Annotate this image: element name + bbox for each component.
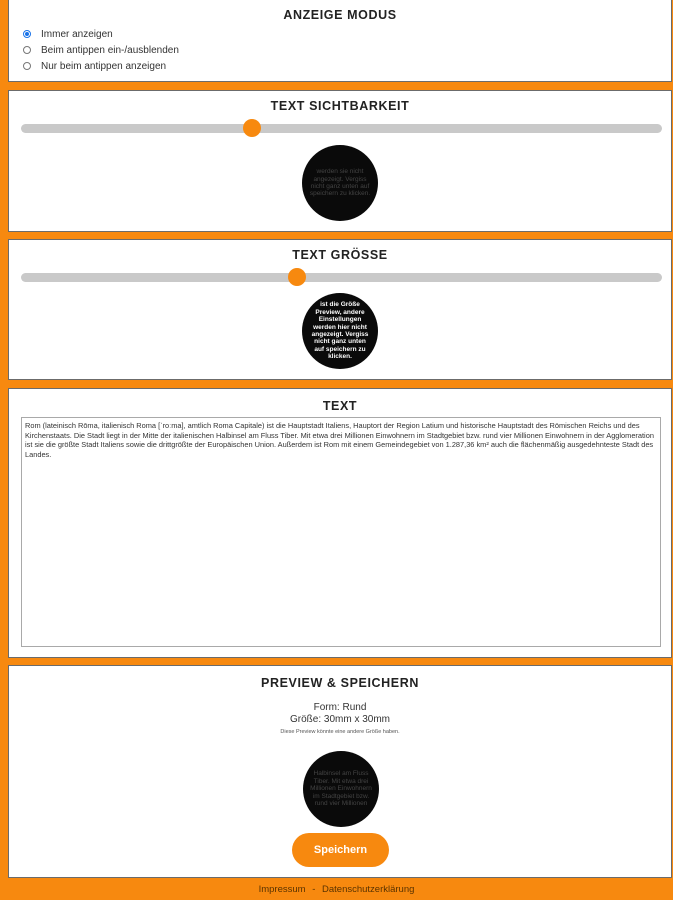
text-title: TEXT bbox=[322, 399, 358, 413]
impressum-link[interactable]: Impressum bbox=[258, 884, 306, 895]
preview-panel bbox=[8, 665, 672, 878]
radio-label-nur-antippen: Nur beim antippen anzeigen bbox=[41, 60, 167, 72]
sichtbarkeit-preview-text: werden sie nicht angezeigt. Vergiss nicht ganz unten auf speichern zu klicken. bbox=[309, 168, 371, 198]
footer-separator: - bbox=[312, 884, 316, 895]
groesse-slider-thumb[interactable] bbox=[288, 268, 306, 286]
radio-antippen-toggle[interactable] bbox=[23, 46, 31, 54]
text-groesse-panel bbox=[8, 239, 672, 380]
radio-nur-antippen[interactable] bbox=[23, 62, 31, 70]
footer bbox=[0, 884, 673, 895]
radio-option-antippen-toggle[interactable] bbox=[23, 42, 179, 58]
radio-label-immer: Immer anzeigen bbox=[41, 28, 113, 40]
radio-immer[interactable] bbox=[23, 30, 31, 38]
modus-radio-group bbox=[23, 26, 179, 74]
text-input[interactable]: Rom (lateinisch Rōma, italienisch Roma [ˈroːma], amtlich Roma Capitale) ist die Hauptstadt Italiens, Hauptort der Region Latium und historische Hauptstadt des Römischen Reichs und des Kirchenstaats. Die Stadt liegt in der Mitte der italienischen Halbinsel am Fluss Tiber. Mit etwa drei Millionen Einwohnern im Stadtgebiet bzw. rund vier Millionen Einwohnern in der Agglomeration ist sie die größte Stadt Italiens sowie die drittgrößte der Europäischen Union. Außerdem ist Rom mit einem Gemeindegebiet von 1.287,36 km² auch die flächenmäßig ausgedehnteste Stadt des Landes. bbox=[21, 417, 661, 647]
save-button[interactable]: Speichern bbox=[292, 833, 389, 867]
radio-option-immer[interactable] bbox=[23, 26, 179, 42]
anzeige-modus-title: ANZEIGE MODUS bbox=[283, 8, 397, 22]
radio-label-antippen-toggle: Beim antippen ein-/ausblenden bbox=[41, 44, 179, 56]
preview-size: Größe: 30mm x 30mm bbox=[289, 714, 391, 725]
sichtbarkeit-slider-thumb[interactable] bbox=[243, 119, 261, 137]
final-preview-circle bbox=[303, 751, 379, 827]
sichtbarkeit-preview-circle bbox=[302, 145, 378, 221]
preview-title: PREVIEW & SPEICHERN bbox=[261, 676, 419, 690]
final-preview-text: Halbinsel am Fluss Tiber. Mit etwa drei Millionen Einwohnern im Stadtgebiet bzw. rund vier Millionen bbox=[310, 770, 372, 808]
groesse-slider[interactable] bbox=[21, 273, 662, 282]
text-groesse-title: TEXT GRÖSSE bbox=[292, 248, 388, 262]
preview-form: Form: Rund bbox=[313, 702, 367, 713]
datenschutz-link[interactable]: Datenschutzerklärung bbox=[322, 884, 415, 895]
groesse-preview-text: ist die Größe Preview, andere Einstellungen werden hier nicht angezeigt. Vergiss nicht ganz unten auf speichern zu klicken. bbox=[311, 301, 369, 361]
anzeige-modus-panel bbox=[8, 0, 672, 82]
radio-option-nur-antippen[interactable] bbox=[23, 58, 179, 74]
text-panel bbox=[8, 388, 672, 658]
text-sichtbarkeit-panel bbox=[8, 90, 672, 232]
sichtbarkeit-slider[interactable] bbox=[21, 124, 662, 133]
groesse-preview-circle bbox=[302, 293, 378, 369]
text-sichtbarkeit-title: TEXT SICHTBARKEIT bbox=[270, 99, 410, 113]
preview-note: Diese Preview könnte eine andere Größe haben. bbox=[280, 729, 400, 735]
